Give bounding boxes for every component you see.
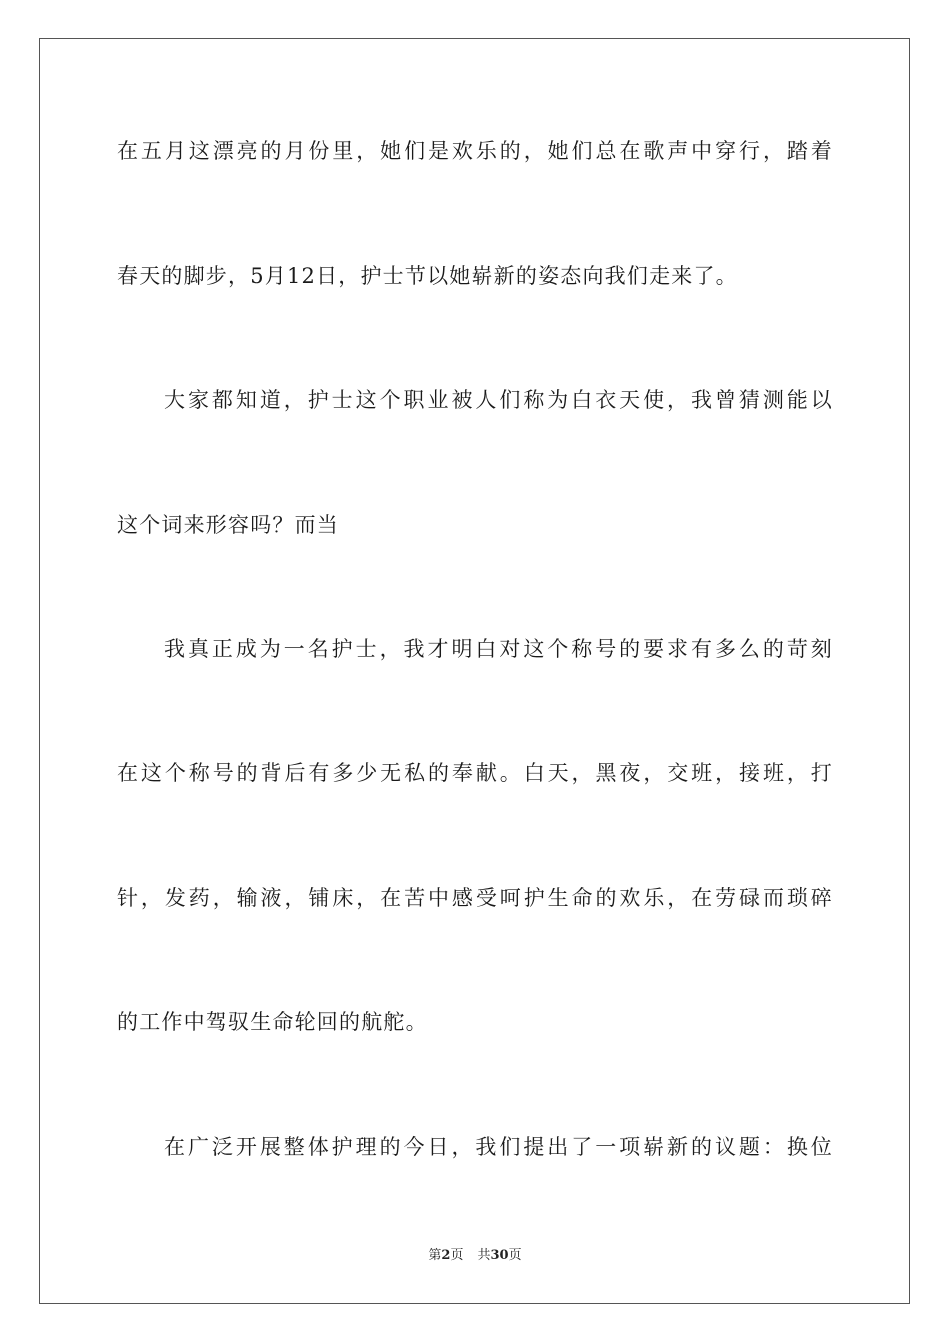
body-line-9: 在广泛开展整体护理的今日，我们提出了一项崭新的议题：换位: [164, 1135, 833, 1159]
footer-page-prefix: 第: [428, 1248, 442, 1263]
body-line-5: 我真正成为一名护士，我才明白对这个称号的要求有多么的苛刻: [164, 637, 833, 661]
footer-page-number: 2: [441, 1248, 451, 1263]
page-footer: [0, 1247, 950, 1265]
footer-total-pages: 30: [490, 1248, 509, 1263]
body-line-4: 这个词来形容吗？而当: [117, 513, 339, 537]
body-line-6: 在这个称号的背后有多少无私的奉献。白天，黑夜，交班，接班，打: [117, 761, 833, 785]
body-line-2: 春天的脚步，5月12日，护士节以她崭新的姿态向我们走来了。: [117, 264, 738, 288]
body-line-7: 针，发药，输液，铺床，在苦中感受呵护生命的欢乐，在劳碌而琐碎: [117, 886, 833, 910]
footer-page-suffix: 页: [450, 1248, 464, 1263]
page-frame: [39, 38, 910, 1304]
body-line-3: 大家都知道，护士这个职业被人们称为白衣天使，我曾猜测能以: [164, 388, 833, 412]
body-line-8: 的工作中驾驭生命轮回的航舵。: [117, 1010, 428, 1034]
footer-total-suffix: 页: [508, 1248, 522, 1263]
body-line-1: 在五月这漂亮的月份里，她们是欢乐的，她们总在歌声中穿行，踏着: [117, 139, 833, 163]
footer-total-prefix: 共: [477, 1248, 491, 1263]
